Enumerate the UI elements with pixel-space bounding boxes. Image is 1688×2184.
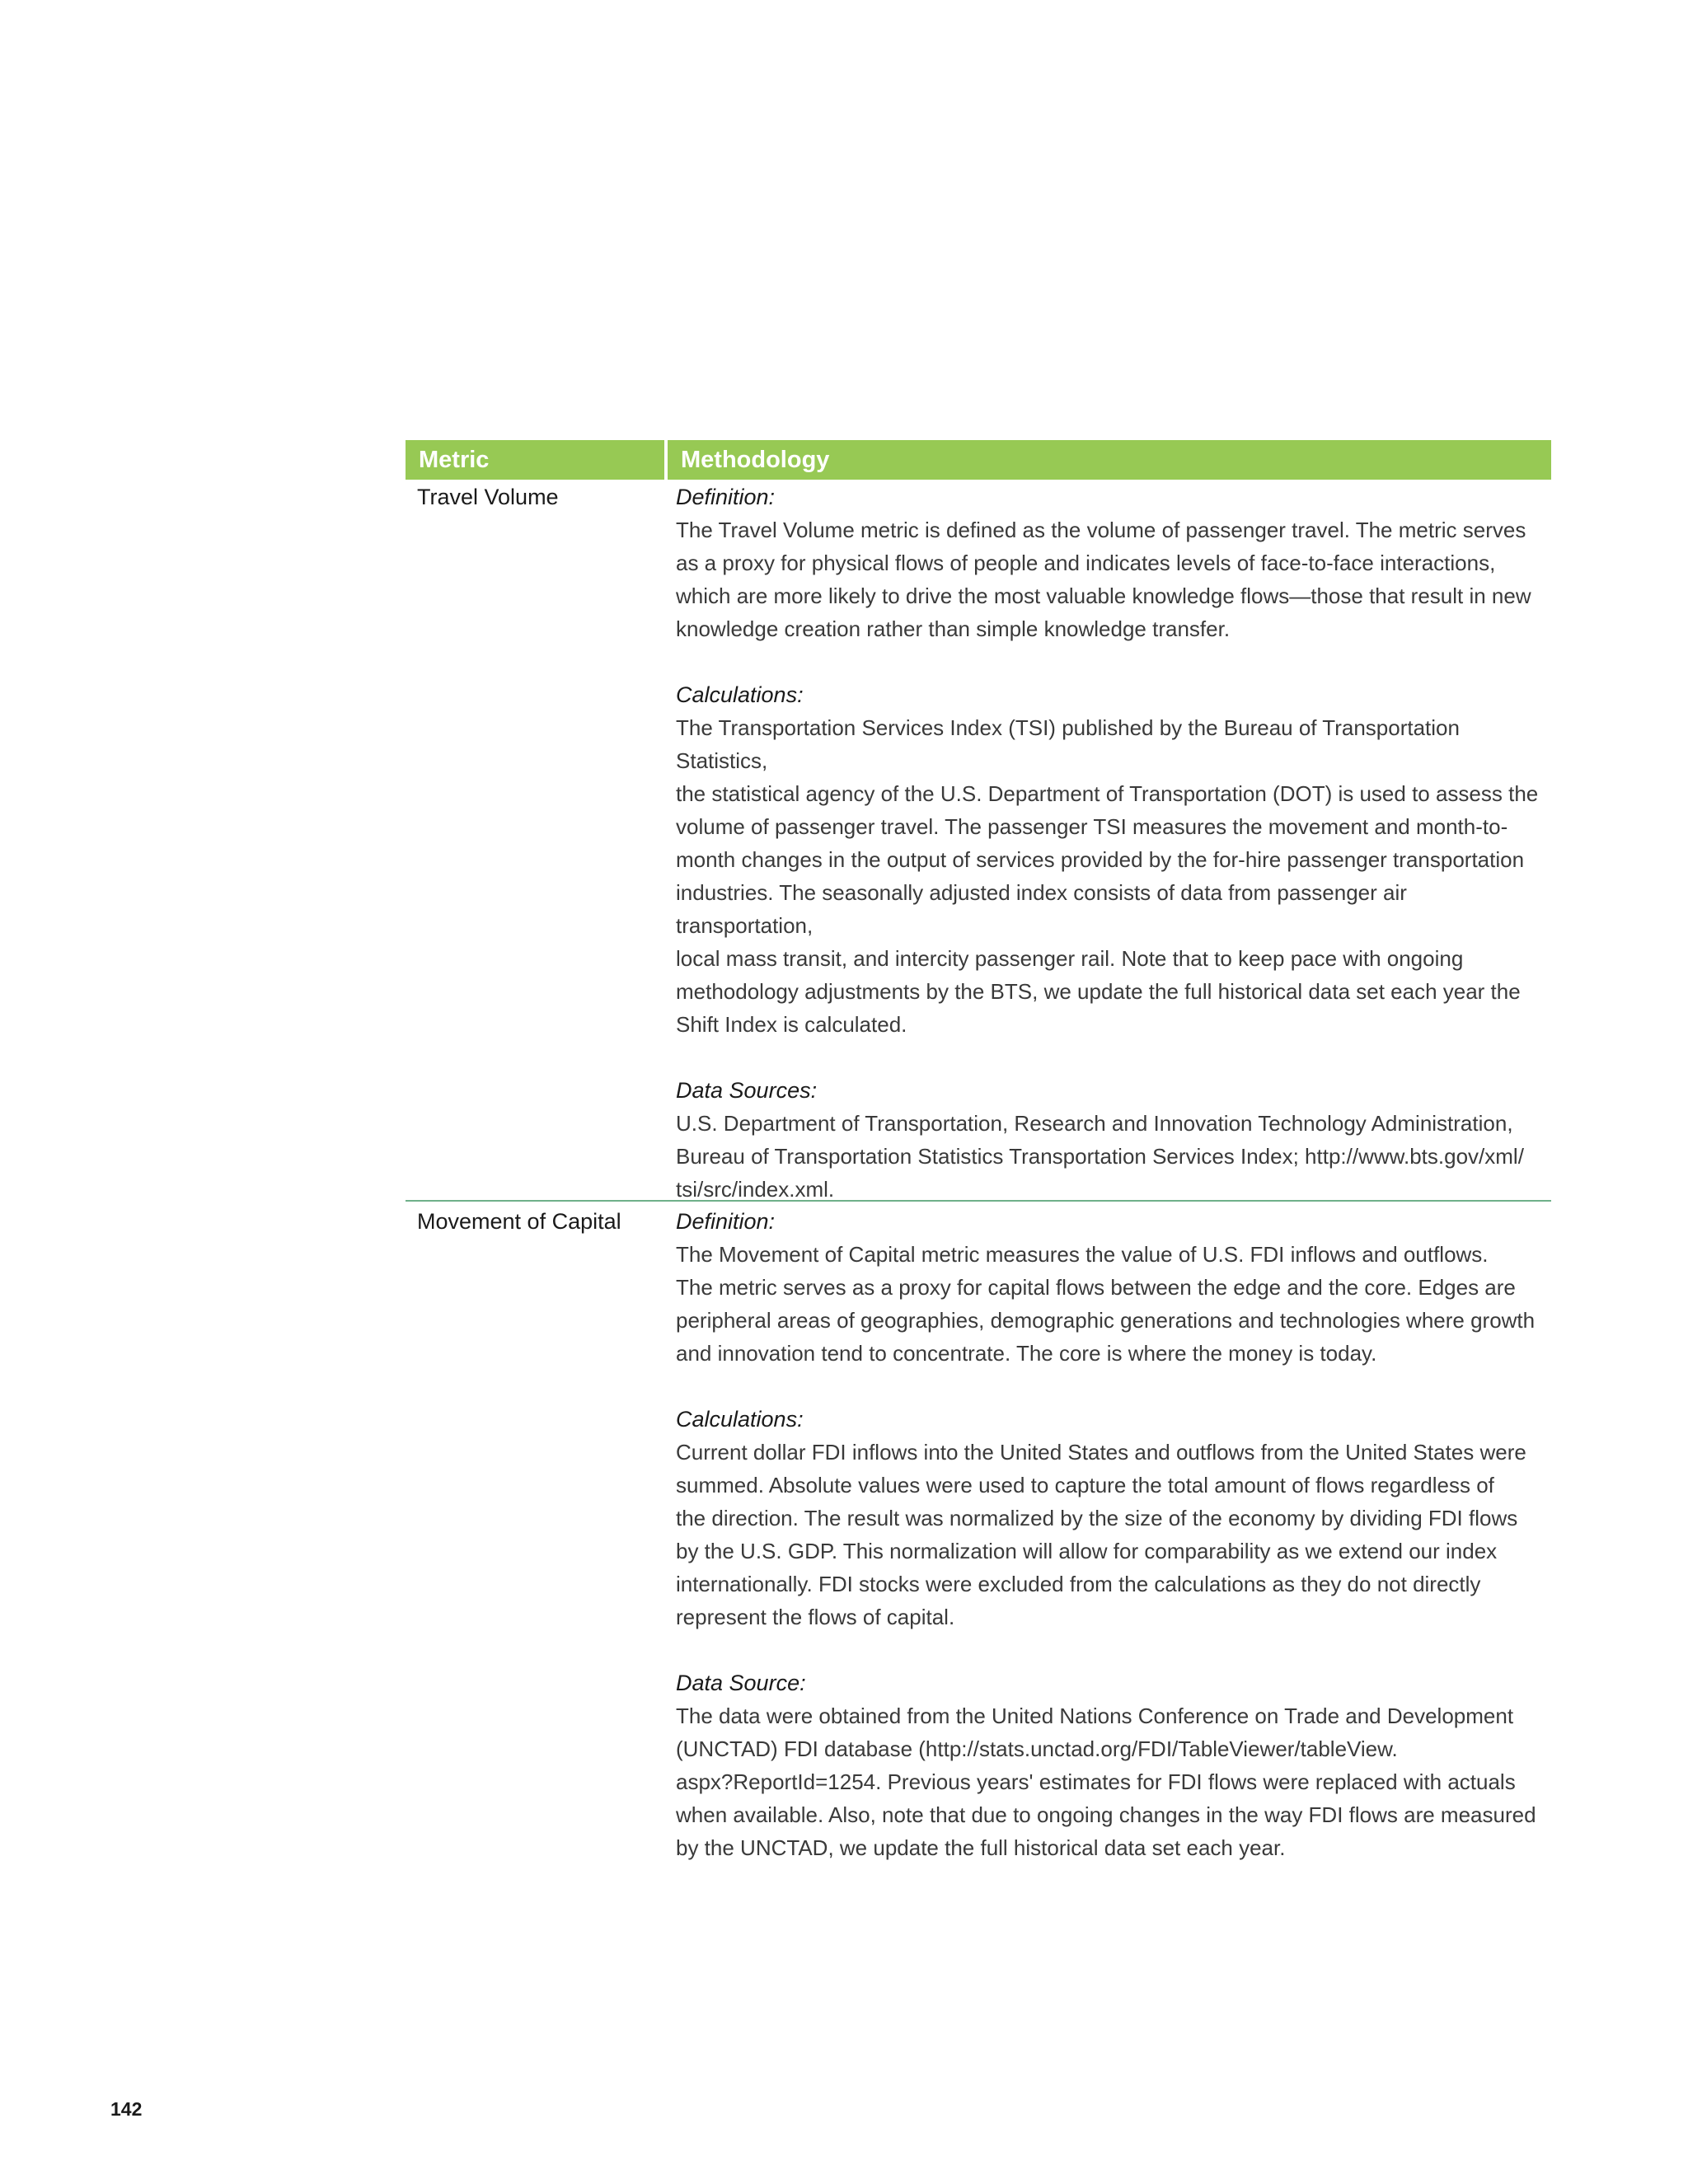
section-title: Calculations: xyxy=(676,1407,804,1432)
data-source-section xyxy=(676,1666,1541,1864)
calculations-section xyxy=(676,1403,1541,1633)
methodology-cell xyxy=(676,1205,1541,1897)
calculations-section xyxy=(676,678,1541,1041)
section-body: Current dollar FDI inflows into the United States and outflows from the United States were summed. Absolute values were used to capture the total amount of flows regardless of the direction. The result was normalized by the size of the economy by dividing FDI flows by the U.S. GDP. This normalization will allow for comparability as we extend our index internationally. FDI stocks were excluded from the calculations as they do not directly represent the flows of capital. xyxy=(676,1440,1526,1629)
metric-column-header: Metric xyxy=(406,440,664,480)
section-body: The data were obtained from the United Nations Conference on Trade and Development (UNCTAD) FDI database (http://stats.unctad.org/FDI/TableViewer/tableView. aspx?ReportId=1254. Previous years' estimates for FDI flows were replaced with actuals when available. Also, note that due to ongoing changes in the way FDI flows are measured by the UNCTAD, we update the full historical data set each year. xyxy=(676,1704,1536,1860)
section-title: Calculations: xyxy=(676,682,804,707)
section-body: The Travel Volume metric is defined as the volume of passenger travel. The metric serves as a proxy for physical flows of people and indicates levels of face-to-face interactions, which are more likely to drive the most valuable knowledge flows—those that result in new knowledge creation rather than simple knowledge transfer. xyxy=(676,518,1531,641)
table-header xyxy=(406,440,1551,480)
methodology-column-header: Methodology xyxy=(668,440,1551,480)
section-title: Definition: xyxy=(676,1209,776,1234)
row-divider xyxy=(406,1200,1551,1202)
section-title: Data Source: xyxy=(676,1671,806,1695)
page-number: 142 xyxy=(110,2098,143,2120)
definition-section xyxy=(676,480,1541,645)
section-title: Definition: xyxy=(676,485,776,509)
methodology-cell xyxy=(676,480,1541,1239)
section-body: The Movement of Capital metric measures the value of U.S. FDI inflows and outflows. The metric serves as a proxy for capital flows between the edge and the core. Edges are peripheral areas of geographies, demographic generations and technologies where growth and innovation tend to concentrate. The core is where the money is today. xyxy=(676,1242,1536,1366)
section-title: Data Sources: xyxy=(676,1078,818,1103)
metric-name: Movement of Capital xyxy=(417,1209,621,1234)
section-body: The Transportation Services Index (TSI) published by the Bureau of Transportation Statistics, the statistical agency of the U.S. Department of Transportation (DOT) is used to assess the volume of passenger travel. The passenger TSI measures the movement and month-to- month changes in the output of services provided by the for-hire passenger transportation industries. The seasonally adjusted index consists of data from passenger air transportation, local mass transit, and intercity passenger rail. Note that to keep pace with ongoing methodology adjustments by the BTS, we update the full historical data set each year the Shift Index is calculated. xyxy=(676,715,1539,1037)
metric-name: Travel Volume xyxy=(417,485,559,509)
section-body: U.S. Department of Transportation, Research and Innovation Technology Administration, Bureau of Transportation Statistics Transportation Services Index; http://www.bts.gov/xml/ tsi/src/index.xml. xyxy=(676,1111,1524,1202)
data-sources-section xyxy=(676,1074,1541,1206)
definition-section xyxy=(676,1205,1541,1370)
